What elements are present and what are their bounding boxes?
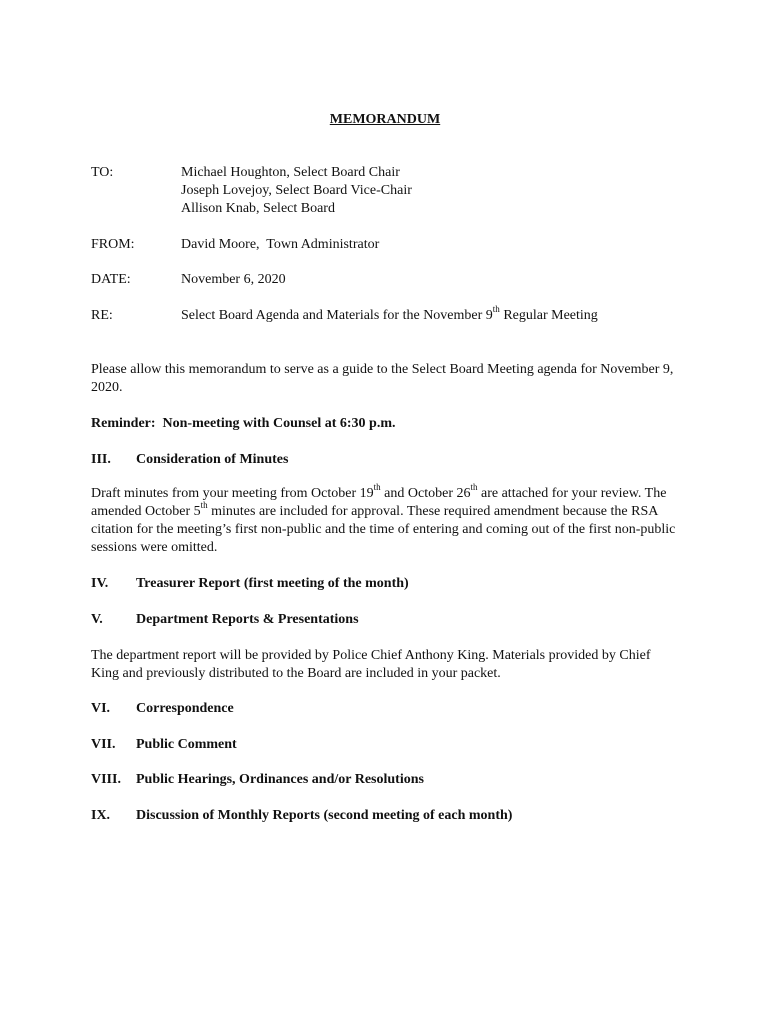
to-recipient-1: Michael Houghton, Select Board Chair [181,165,400,180]
memo-title: MEMORANDUM [329,112,441,127]
section-number: VIII. [91,772,121,787]
section-title: Consideration of Minutes [136,452,289,467]
minutes-sup-2: th [470,482,478,493]
re-value-sup: th [492,304,500,315]
minutes-text-2: and October 26 [380,486,471,501]
re-value-tail: Regular Meeting [499,308,598,323]
section-title: Correspondence [136,701,234,716]
section-number: VII. [91,737,116,752]
minutes-sup-1: th [373,482,381,493]
from-label: FROM: [91,237,135,252]
to-recipient-3: Allison Knab, Select Board [181,201,335,216]
minutes-text-1: Draft minutes from your meeting from October 19 [91,486,374,501]
date-value: November 6, 2020 [181,272,286,287]
intro-paragraph: Please allow this memorandum to serve as a guide to the Select Board Meeting agenda for November 9, 2020. [91,362,674,395]
section-title: Discussion of Monthly Reports (second meeting of each month) [136,808,513,823]
section-number: IX. [91,808,111,823]
section-number: V. [91,612,103,627]
department-paragraph: The department report will be provided by Police Chief Anthony King. Materials provided by Chief King and previously distributed to the Board are included in your packet. [91,648,651,681]
minutes-sup-3: th [200,500,208,511]
to-label: TO: [91,165,114,180]
minutes-text-3: are attached for your review. The amended October 5 [91,486,667,519]
minutes-paragraph [91,482,676,557]
section-number: III. [91,452,111,467]
section-title: Public Comment [136,737,237,752]
minutes-text-4: minutes are included for approval. These required amendment because the RSA citation for the meeting’s first non-public and the time of entering and coming out of the first non-public sessions were omitted. [91,504,676,555]
section-title: Treasurer Report (first meeting of the month) [136,576,409,591]
section-number: VI. [91,701,111,716]
reminder: Reminder: Non-meeting with Counsel at 6:30 p.m. [91,416,396,431]
section-title: Department Reports & Presentations [136,612,359,627]
re-label: RE: [91,308,113,323]
re-value-text: Select Board Agenda and Materials for the November 9 [181,308,493,323]
section-title: Public Hearings, Ordinances and/or Resolutions [136,772,424,787]
from-value: David Moore, Town Administrator [181,237,380,252]
to-recipient-2: Joseph Lovejoy, Select Board Vice-Chair [181,183,412,198]
date-label: DATE: [91,272,131,287]
section-number: IV. [91,576,109,591]
re-value [181,304,598,325]
